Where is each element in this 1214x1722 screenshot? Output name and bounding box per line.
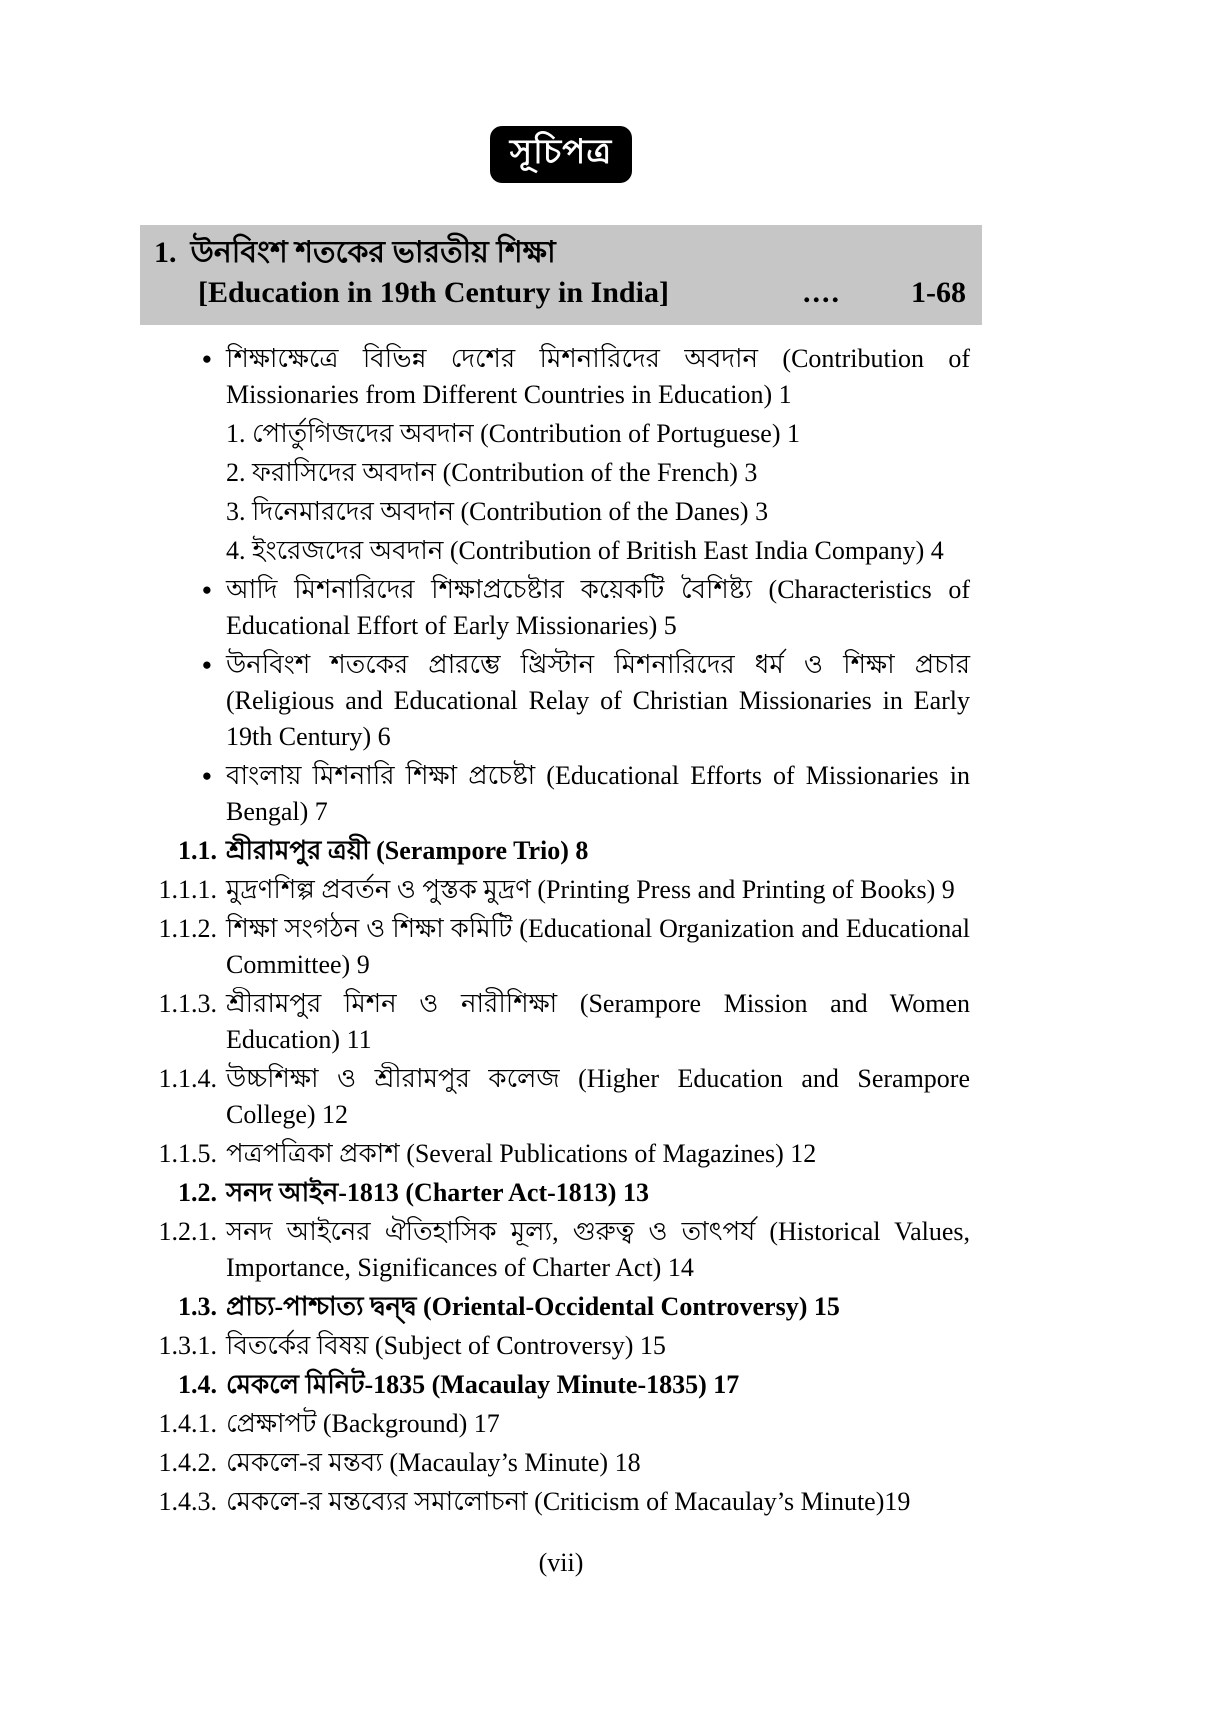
entry-text: সনদ আইনের ঐতিহাসিক মূল্য, গুরুত্ব ও তাৎপর্য (Historical Values, Importance, Significances of Charter Act) 14 [226,1217,970,1283]
entry-label: 1.1. [178,836,217,866]
entry-label: 1.2.1. [158,1217,217,1247]
chapter-page-range: 1-68 [911,276,966,310]
chapter-number: 1. [154,236,177,270]
entry-text: উচ্চশিক্ষা ও শ্রীরামপুর কলেজ (Higher Education and Serampore College) 12 [226,1064,970,1130]
toc-entry [152,341,970,413]
toc-entry [152,1484,970,1520]
page-title: সূচিপত্র [490,126,633,183]
toc-entry [152,494,970,530]
toc-entry [152,1445,970,1481]
entry-text: প্রাচ্য-পাশ্চাত্য দ্বন্দ্ব (Oriental-Occidental Controversy) 15 [226,1292,840,1322]
toc-entry [152,1406,970,1442]
entry-text: উনবিংশ শতকের প্রারম্ভে খ্রিস্টান মিশনারিদের ধর্ম ও শিক্ষা প্রচার (Religious and Educational Relay of Christian Missionaries in Early 19th Century) 6 [226,650,970,752]
page-number: (vii) [538,1548,584,1577]
chapter-heading-line1 [154,233,968,273]
toc-entry [152,872,970,908]
bullet-icon: ● [201,349,212,369]
toc-entry [152,758,970,830]
title-badge-container [152,126,970,183]
toc-entry [152,647,970,755]
entry-text: বাংলায় মিশনারি শিক্ষা প্রচেষ্টা (Educational Efforts of Missionaries in Bengal) 7 [226,761,970,827]
toc-entry [152,533,970,569]
bullet-icon: ● [201,580,212,600]
entry-label: 1.1.4. [158,1064,217,1094]
entry-text: পত্রপত্রিকা প্রকাশ (Several Publications of Magazines) 12 [226,1139,817,1169]
entry-label: 1.4. [178,1370,217,1400]
entry-text: মেকলে-র মন্তব্য (Macaulay’s Minute) 18 [226,1448,641,1478]
entry-text: 3. দিনেমারদের অবদান (Contribution of the Danes) 3 [226,497,769,527]
entry-label: 1.1.5. [158,1139,217,1169]
entry-label: 1.2. [178,1178,217,1208]
toc-entry [152,986,970,1058]
entry-label: 1.4.3. [158,1487,217,1517]
entry-label: 1.1.3. [158,989,217,1019]
entry-text: শিক্ষাক্ষেত্রে বিভিন্ন দেশের মিশনারিদের অবদান (Contribution of Missionaries from Different Countries in Education) 1 [226,344,970,410]
bullet-icon: ● [201,766,212,786]
toc-entry [152,572,970,644]
entry-text: শিক্ষা সংগঠন ও শিক্ষা কমিটি (Educational Organization and Educational Committee) 9 [226,914,970,980]
toc-entry [152,911,970,983]
entry-text: 4. ইংরেজদের অবদান (Contribution of British East India Company) 4 [226,536,944,566]
toc-entry [152,1289,970,1325]
entry-label: 1.4.1. [158,1409,217,1439]
entry-text: আদি মিশনারিদের শিক্ষাপ্রচেষ্টার কয়েকটি বৈশিষ্ট্য (Characteristics of Educational Effort of Early Missionaries) 5 [226,575,970,641]
toc-entry [152,1175,970,1211]
entry-label: 1.1.2. [158,914,217,944]
entry-label: 1.3. [178,1292,217,1322]
entry-label: 1.4.2. [158,1448,217,1478]
chapter-heading [140,225,982,325]
leader-dots: .... [803,276,841,310]
toc-entry [152,1367,970,1403]
entry-text: সনদ আইন-1813 (Charter Act-1813) 13 [226,1178,649,1208]
entry-text: শ্রীরামপুর মিশন ও নারীশিক্ষা (Serampore Mission and Women Education) 11 [226,989,970,1055]
chapter-heading-line2 [154,273,968,313]
entry-label: 1.3.1. [158,1331,217,1361]
chapter-title-english: [Education in 19th Century in India] [198,276,669,310]
entry-text: 2. ফরাসিদের অবদান (Contribution of the French) 3 [226,458,758,488]
toc-entry [152,416,970,452]
entry-text: প্রেক্ষাপট (Background) 17 [226,1409,500,1439]
toc-entry [152,833,970,869]
entry-text: 1. পোর্তুগিজদের অবদান (Contribution of Portuguese) 1 [226,419,801,449]
chapter-title-bengali: উনবিংশ শতকের ভারতীয় শিক্ষা [190,236,556,270]
entry-label: 1.1.1. [158,875,217,905]
entry-text: শ্রীরামপুর ত্রয়ী (Serampore Trio) 8 [226,836,589,866]
entry-text: বিতর্কের বিষয় (Subject of Controversy) 15 [226,1331,666,1361]
toc-entries [152,341,970,1520]
toc-entry [152,455,970,491]
toc-entry [152,1214,970,1286]
toc-entry [152,1061,970,1133]
toc-entry [152,1136,970,1172]
toc-entry [152,1328,970,1364]
entry-text: মুদ্রণশিল্প প্রবর্তন ও পুস্তক মুদ্রণ (Printing Press and Printing of Books) 9 [226,875,955,905]
entry-text: মেকলে-র মন্তব্যের সমালোচনা (Criticism of Macaulay’s Minute)19 [226,1487,911,1517]
entry-text: মেকলে মিনিট-1835 (Macaulay Minute-1835) 17 [226,1370,740,1400]
bullet-icon: ● [201,655,212,675]
